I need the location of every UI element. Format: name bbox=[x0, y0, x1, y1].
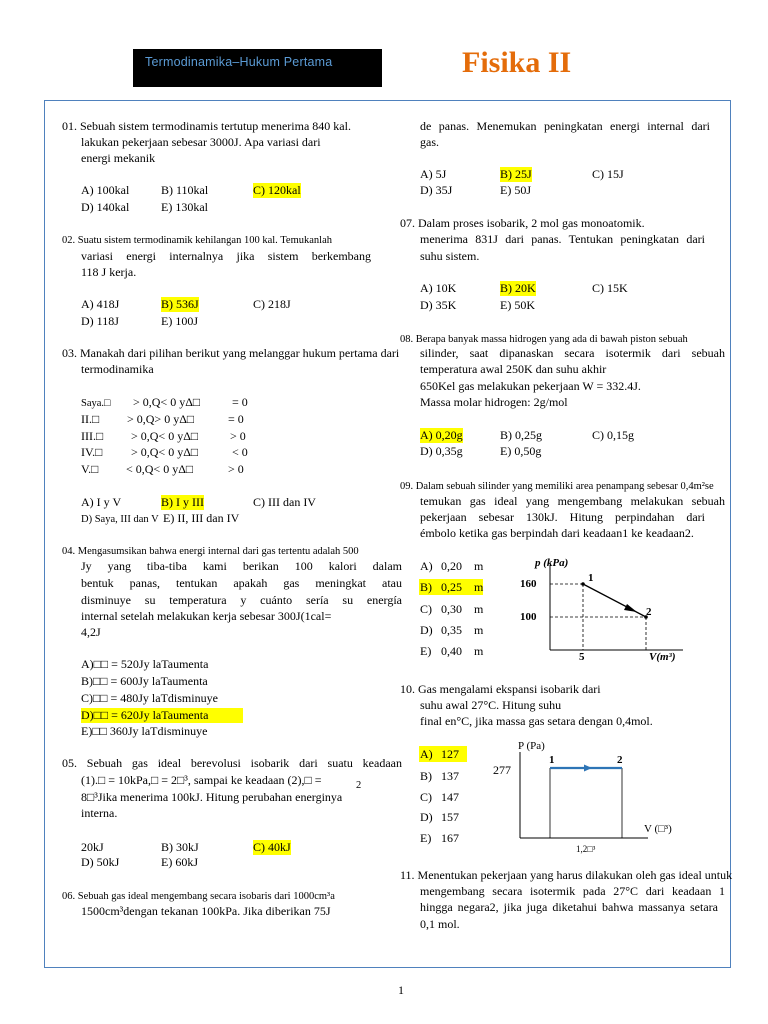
statement-result: > 0 bbox=[228, 462, 244, 476]
q10-text: 10. Gas mengalami ekspansi isobarik dari bbox=[400, 682, 601, 696]
y-tick-label: 100 bbox=[520, 611, 537, 623]
option-letter: D) bbox=[420, 810, 433, 824]
q11-text: hingga negara2, jika juga diketahui bahwa massanya setara bbox=[420, 900, 718, 914]
q08-text: silinder, saat dipanaskan secara isotermik dari sebuah bbox=[420, 346, 725, 360]
statement-condition: < 0,Q< 0 yΔ□ bbox=[126, 462, 194, 476]
q01-option: A) 100kal bbox=[81, 183, 130, 197]
q10-text: final en°C, jika massa gas setara dengan 0,4mol. bbox=[420, 714, 653, 728]
statement-label: Saya.□ bbox=[81, 398, 111, 409]
option-letter: B) bbox=[420, 580, 432, 594]
q05-text: (1).□ = 10kPa,□ = 2□³, sampai ke keadaan (2),□ = bbox=[81, 773, 322, 787]
option-unit: m bbox=[474, 602, 484, 616]
q07-option: A) 10K bbox=[420, 281, 457, 295]
q02-option: B) 536J bbox=[161, 297, 199, 311]
q09-text: 09. Dalam sebuah silinder yang memiliki area penampang sebesar 0,4m²se bbox=[400, 481, 714, 492]
q02-text: 118 J kerja. bbox=[81, 265, 137, 279]
y-axis-label: P (Pa) bbox=[518, 740, 545, 752]
q11-text: 0,1 mol. bbox=[420, 917, 460, 931]
statement-condition: > 0,Q< 0 yΔ□ bbox=[131, 429, 199, 443]
q09-option bbox=[419, 601, 483, 617]
q10-option bbox=[419, 789, 467, 805]
q06-text: de panas. Menemukan peningkatan energi internal dari bbox=[420, 119, 710, 133]
q06-option: D) 35J bbox=[420, 183, 453, 197]
subject-title: Fisika II bbox=[462, 46, 572, 79]
q03-text: termodinamika bbox=[81, 362, 154, 376]
option-value: 157 bbox=[441, 810, 459, 824]
option-letter: C) bbox=[420, 790, 432, 804]
q08-text: 08. Berapa banyak massa hidrogen yang ada di bawah piston sebuah bbox=[400, 334, 688, 345]
q05-option: C) 40kJ bbox=[253, 840, 291, 854]
y-axis-label: p (kPa) bbox=[535, 557, 569, 569]
q04-text: 4,2J bbox=[81, 625, 101, 639]
process-line bbox=[583, 584, 646, 617]
q07-option: E) 50K bbox=[500, 298, 535, 312]
q04-option: A)□□ = 520Jy laTaumenta bbox=[81, 657, 209, 671]
q08-option: A) 0,20g bbox=[420, 428, 463, 442]
option-letter: A) bbox=[420, 747, 433, 761]
q02-text: 02. Suatu sistem termodinamik kehilangan 100 kal. Temukanlah bbox=[62, 235, 332, 246]
q04-text: Jy yang tiba-tiba kami berikan 100 kalori dalam bbox=[81, 559, 402, 573]
point-label: 1 bbox=[549, 754, 555, 766]
q08-option: C) 0,15g bbox=[592, 428, 634, 442]
q08-option: D) 0,35g bbox=[420, 444, 463, 458]
q01-option: C) 120kal bbox=[253, 183, 301, 197]
option-value: 0,20 bbox=[441, 559, 462, 573]
x-tick-label: 5 bbox=[579, 651, 585, 663]
statement-condition: > 0,Q> 0 yΔ□ bbox=[127, 412, 195, 426]
page-number: 1 bbox=[398, 983, 404, 997]
q01-option: B) 110kal bbox=[161, 183, 209, 197]
q04-option: C)□□ = 480Jy laTdisminuye bbox=[81, 691, 218, 705]
x-axis-label: V(m³) bbox=[649, 651, 676, 663]
q03-option: B) I y III bbox=[161, 495, 204, 509]
q04-option: E)□□ 360Jy laTdisminuye bbox=[81, 724, 208, 738]
statement-result: > 0 bbox=[230, 429, 246, 443]
q06-text: 1500cm³dengan tekanan 100kPa. Jika diberikan 75J bbox=[81, 904, 331, 918]
q05-option: 20kJ bbox=[81, 840, 104, 854]
q03-option: E) II, III dan IV bbox=[163, 511, 240, 525]
q02-option: A) 418J bbox=[81, 297, 120, 311]
q10-option bbox=[419, 830, 467, 846]
q01-option: D) 140kal bbox=[81, 200, 130, 214]
q05-text: interna. bbox=[81, 806, 118, 820]
option-letter: D) bbox=[420, 623, 433, 637]
option-unit: m bbox=[474, 623, 484, 637]
q04-text: 04. Mengasumsikan bahwa energi internal dari gas tertentu adalah 500 bbox=[62, 546, 359, 557]
option-value: 0,35 bbox=[441, 623, 462, 637]
q02-option: E) 100J bbox=[161, 314, 198, 328]
q02-option: D) 118J bbox=[81, 314, 119, 328]
q04-text: bentuk panas, tentukan apakah gas meningkat atau bbox=[81, 576, 402, 590]
q10-pv-diagram bbox=[488, 738, 688, 856]
point-label: 1 bbox=[588, 572, 594, 584]
statement-result: = 0 bbox=[232, 395, 248, 409]
point-label: 2 bbox=[646, 606, 652, 618]
statement-condition: > 0,Q< 0 yΔ□ bbox=[131, 445, 199, 459]
q07-option: C) 15K bbox=[592, 281, 628, 295]
q07-text: 07. Dalam proses isobarik, 2 mol gas monoatomik. bbox=[400, 216, 645, 230]
q06-text: 06. Sebuah gas ideal mengembang secara isobaris dari 1000cm³a bbox=[62, 891, 335, 902]
q06-text: gas. bbox=[420, 135, 439, 149]
q04-option: B)□□ = 600Jy laTaumenta bbox=[81, 674, 208, 688]
q07-option: D) 35K bbox=[420, 298, 457, 312]
statement-label: V.□ bbox=[81, 462, 99, 476]
q09-option bbox=[419, 579, 483, 595]
q07-text: suhu sistem. bbox=[420, 249, 480, 263]
x-tick-label: 1,2□³ bbox=[576, 844, 596, 854]
option-value: 0,40 bbox=[441, 644, 462, 658]
option-value: 137 bbox=[441, 769, 459, 783]
option-value: 0,30 bbox=[441, 602, 462, 616]
q08-text: temperatura awal 250K dan suhu akhir bbox=[420, 362, 607, 376]
option-value: 147 bbox=[441, 790, 459, 804]
option-value: 127 bbox=[441, 747, 459, 761]
statement-label: III.□ bbox=[81, 429, 104, 443]
statement-result: < 0 bbox=[232, 445, 248, 459]
direction-arrow bbox=[584, 765, 592, 772]
q06-option: E) 50J bbox=[500, 183, 531, 197]
q10-text: suhu awal 27°C. Hitung suhu bbox=[420, 698, 562, 712]
q04-text: internal setelah melakukan kerja sebesar 300J(1cal= bbox=[81, 609, 332, 623]
q09-option bbox=[419, 558, 483, 574]
statement-result: = 0 bbox=[228, 412, 244, 426]
q09-option bbox=[419, 643, 483, 659]
direction-arrow bbox=[624, 604, 637, 612]
q01-text: lakukan pekerjaan sebesar 3000J. Apa variasi dari bbox=[81, 135, 321, 149]
q03-text: 03. Manakah dari pilihan berikut yang melanggar hukum pertama dari bbox=[62, 346, 400, 360]
q09-text: pekerjaan sebesar 130kJ. Hitung perpindahan dari bbox=[420, 510, 705, 524]
q05-text: 8□³Jika menerima 100kJ. Hitung perubahan energinya bbox=[81, 790, 343, 804]
x-axis-label: V (□³) bbox=[644, 823, 672, 835]
q03-option: C) III dan IV bbox=[253, 495, 316, 509]
q09-option bbox=[419, 622, 483, 638]
q05-option: D) 50kJ bbox=[81, 855, 120, 869]
q02-option: C) 218J bbox=[253, 297, 291, 311]
statement-label: II.□ bbox=[81, 412, 100, 426]
q05-option: B) 30kJ bbox=[161, 840, 199, 854]
q02-text: variasi energi internalnya jika sistem berkembang bbox=[81, 249, 371, 263]
topic-banner bbox=[133, 49, 382, 87]
q06-option: A) 5J bbox=[420, 167, 447, 181]
q10-option bbox=[419, 746, 467, 762]
q04-text: disminuye su temperatura y cuánto sería su energía bbox=[81, 593, 402, 607]
option-value: 167 bbox=[441, 831, 459, 845]
q01-text: energi mekanik bbox=[81, 151, 156, 165]
q09-text: émbolo ketika gas berpindah dari keadaan1 ke keadaan2. bbox=[420, 526, 694, 540]
q08-option: B) 0,25g bbox=[500, 428, 542, 442]
q08-text: Massa molar hidrogen: 2g/mol bbox=[420, 395, 568, 409]
q10-option bbox=[419, 768, 467, 784]
q05-option: E) 60kJ bbox=[161, 855, 198, 869]
q06-option: B) 25J bbox=[500, 167, 532, 181]
q04-option: D)□□ = 620Jy laTaumenta bbox=[81, 708, 243, 723]
q03-option: A) I y V bbox=[81, 495, 122, 509]
option-letter: A) bbox=[420, 559, 433, 573]
q09-text: temukan gas ideal yang mengembang melakukan sebuah bbox=[420, 494, 725, 508]
q06-option: C) 15J bbox=[592, 167, 624, 181]
q01-option: E) 130kal bbox=[161, 200, 208, 214]
option-unit: m bbox=[474, 644, 484, 658]
q05-text: 05. Sebuah gas ideal berevolusi isobarik dari suatu keadaan bbox=[62, 756, 402, 770]
state-point bbox=[581, 582, 585, 586]
q08-option: E) 0,50g bbox=[500, 444, 542, 458]
statement-condition: > 0,Q< 0 yΔ□ bbox=[133, 395, 201, 409]
statement-label: IV.□ bbox=[81, 445, 103, 459]
point-label: 2 bbox=[617, 754, 623, 766]
topic-title: Termodinamika–Hukum Pertama bbox=[145, 55, 333, 69]
q10-option bbox=[419, 809, 467, 825]
q11-text: mengembang secara isotermik pada 27°C dari keadaan 1 bbox=[420, 884, 725, 898]
q07-option: B) 20K bbox=[500, 281, 536, 295]
q01-text: 01. Sebuah sistem termodinamis tertutup menerima 840 kal. bbox=[62, 119, 351, 133]
option-unit: m bbox=[474, 559, 484, 573]
q08-text: 650Kel gas melakukan pekerjaan W = 332.4J. bbox=[420, 379, 641, 393]
q11-text: 11. Menentukan pekerjaan yang harus dilakukan oleh gas ideal untuk bbox=[400, 868, 733, 882]
option-letter: C) bbox=[420, 602, 432, 616]
option-letter: E) bbox=[420, 644, 432, 658]
q03-option: D) Saya, III dan V bbox=[81, 514, 159, 525]
option-value: 0,25 bbox=[441, 580, 462, 594]
y-tick-label: 277 bbox=[493, 763, 511, 777]
option-letter: B) bbox=[420, 769, 432, 783]
q07-text: menerima 831J dari panas. Tentukan peningkatan dari bbox=[420, 232, 705, 246]
q09-pv-diagram bbox=[505, 553, 690, 663]
y-tick-label: 160 bbox=[520, 578, 537, 590]
option-letter: E) bbox=[420, 831, 432, 845]
q05-subscript: 2 bbox=[356, 780, 362, 791]
option-unit: m bbox=[474, 580, 484, 594]
